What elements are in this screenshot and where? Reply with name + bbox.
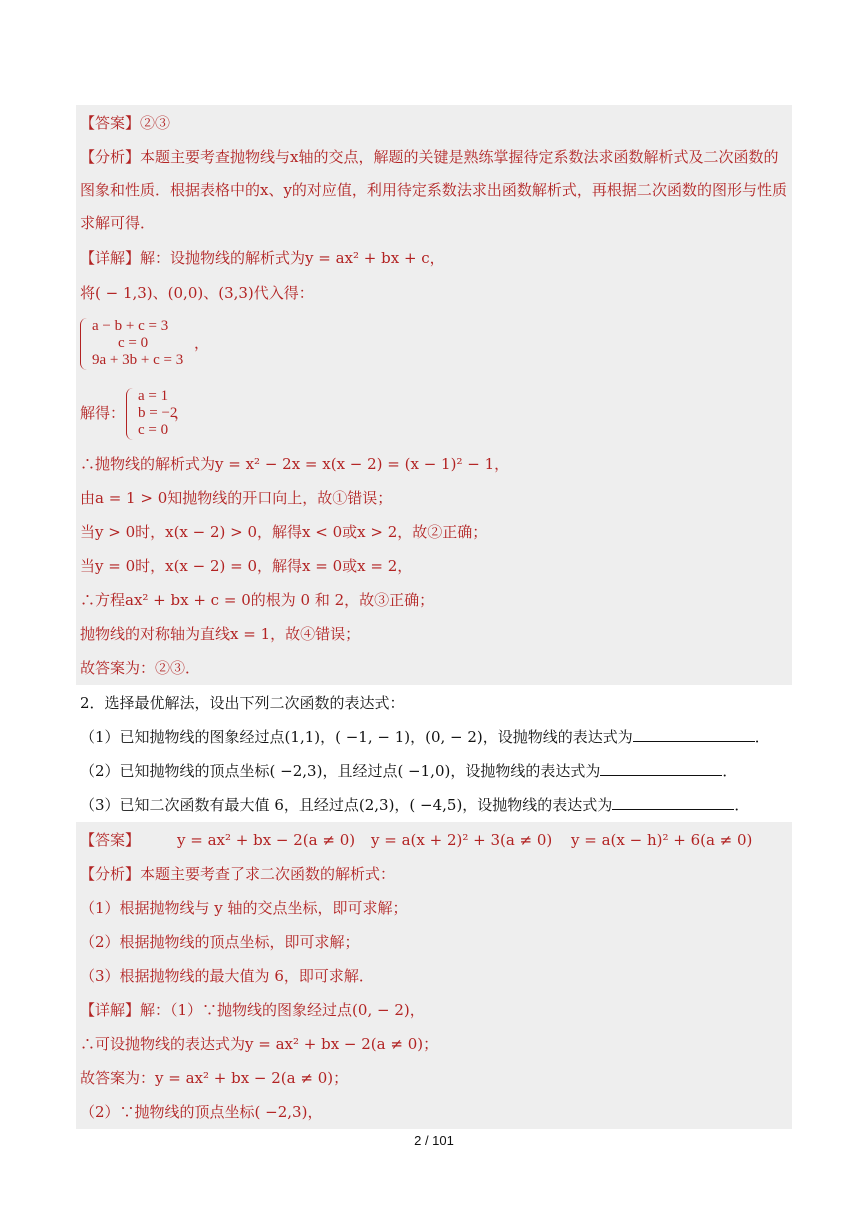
- answer-value: ②③: [140, 114, 171, 132]
- solution-rows: [138, 388, 177, 439]
- zero-line: 当y = 0时，x(x − 2) = 0，解得x = 0或x = 2，: [80, 557, 413, 575]
- solution-brace: [126, 388, 133, 440]
- question-2-part-3: [80, 795, 749, 815]
- part-2-end: ．: [722, 762, 738, 780]
- axis-line: 抛物线的对称轴为直线x = 1，故④错误；: [80, 625, 361, 643]
- detail-label: 【详解】: [80, 249, 141, 267]
- answer-label: 【答案】: [80, 114, 141, 132]
- system-suffix: ，: [194, 334, 210, 352]
- system-rows: [92, 318, 183, 369]
- answer-2-value-1: y = ax² + bx − 2(a ≠ 0): [177, 831, 356, 849]
- blank-3: [612, 795, 734, 810]
- question-2-part-2: [80, 761, 737, 781]
- detail-intro-text: 解：设抛物线的解析式为y = ax² + bx + c，: [140, 249, 445, 267]
- roots-line: ∴方程ax² + bx + c = 0的根为 0 和 2，故③正确；: [80, 591, 435, 609]
- blank-1: [633, 727, 755, 742]
- answer-label-2: 【答案】: [80, 831, 141, 849]
- answer-2-value-3: y = a(x − h)² + 6(a ≠ 0): [571, 831, 753, 849]
- question-2-stem: 2．选择最优解法，设出下列二次函数的表达式：: [80, 694, 405, 712]
- open-direction-line: 由a = 1 > 0知抛物线的开口向上，故①错误；: [80, 489, 393, 507]
- system-row: a − b + c = 3: [92, 318, 169, 334]
- positive-line: 当y > 0时，x(x − 2) > 0，解得x < 0或x > 2，故②正确；: [80, 523, 488, 541]
- detail-label-2: 【详解】: [80, 1001, 141, 1019]
- substitute-line: 将( − 1,3)、(0,0)、(3,3)代入得：: [80, 284, 314, 302]
- system-row: c = 0: [118, 335, 149, 351]
- blank-2: [600, 761, 722, 776]
- part-1-end: ．: [754, 728, 770, 746]
- formula-line: ∴抛物线的解析式为y = x² − 2x = x(x − 2) = (x − 1)² − 1，: [80, 455, 510, 473]
- analysis-item-2: （2）根据抛物线的顶点坐标，即可求解；: [80, 933, 360, 951]
- part-3-text: （3）已知二次函数有最大值 6，且经过点(2,3)，( −4,5)，设抛物线的表达式为: [80, 796, 613, 814]
- detail-line-3: 故答案为：y = ax² + bx − 2(a ≠ 0)；: [80, 1069, 349, 1087]
- detail-line-4: （2）∵抛物线的顶点坐标( −2,3)，: [80, 1103, 323, 1121]
- solve-label: 解得：: [80, 404, 126, 422]
- part-1-text: （1）已知抛物线的图象经过点(1,1)，( −1, − 1)，(0, − 2)，设抛物线的表达式为: [80, 728, 633, 746]
- detail-line-1: [80, 1000, 425, 1020]
- system-brace: [80, 318, 87, 370]
- analysis-text-2: 本题主要考查了求二次函数的解析式：: [140, 865, 396, 883]
- detail-line-2: ∴可设抛物线的表达式为y = ax² + bx − 2(a ≠ 0)；: [80, 1035, 439, 1053]
- final-answer-line: 故答案为：②③．: [80, 659, 201, 677]
- analysis-label: 【分析】: [80, 148, 141, 166]
- analysis-item-3: （3）根据抛物线的最大值为 6，即可求解．: [80, 967, 374, 985]
- part-3-end: ．: [734, 796, 750, 814]
- solution-row: b = −2: [138, 405, 178, 421]
- solution-suffix: ，: [174, 404, 190, 422]
- system-row: 9a + 3b + c = 3: [92, 352, 184, 368]
- answer-line-2: [80, 830, 140, 850]
- part-2-text: （2）已知抛物线的顶点坐标( −2,3)，且经过点( −1,0)，设抛物线的表达式为: [80, 762, 601, 780]
- analysis-text: 本题主要考查抛物线与x轴的交点，解题的关键是熟练掌握待定系数法求函数解析式及二次函数的图象和性质．根据表格中的x、y的对应值，利用待定系数法求出函数解析式，再根据二次函数的图形与性质求解可得．: [80, 148, 787, 232]
- detail-text-1: 解：（1）∵抛物线的图象经过点(0, − 2)，: [140, 1001, 425, 1019]
- solution-row: c = 0: [138, 422, 169, 438]
- analysis-paragraph-1: [80, 141, 788, 240]
- detail-intro-1: [80, 248, 445, 268]
- page-number: 2 / 101: [414, 1133, 454, 1148]
- question-2-part-1: [80, 727, 770, 747]
- analysis-item-1: （1）根据抛物线与 y 轴的交点坐标，即可求解；: [80, 899, 408, 917]
- answer-line-1: [80, 113, 170, 133]
- answer-2-value-2: y = a(x + 2)² + 3(a ≠ 0): [371, 831, 553, 849]
- analysis-line-2: [80, 864, 395, 884]
- solution-row: a = 1: [138, 388, 169, 404]
- analysis-label-2: 【分析】: [80, 865, 141, 883]
